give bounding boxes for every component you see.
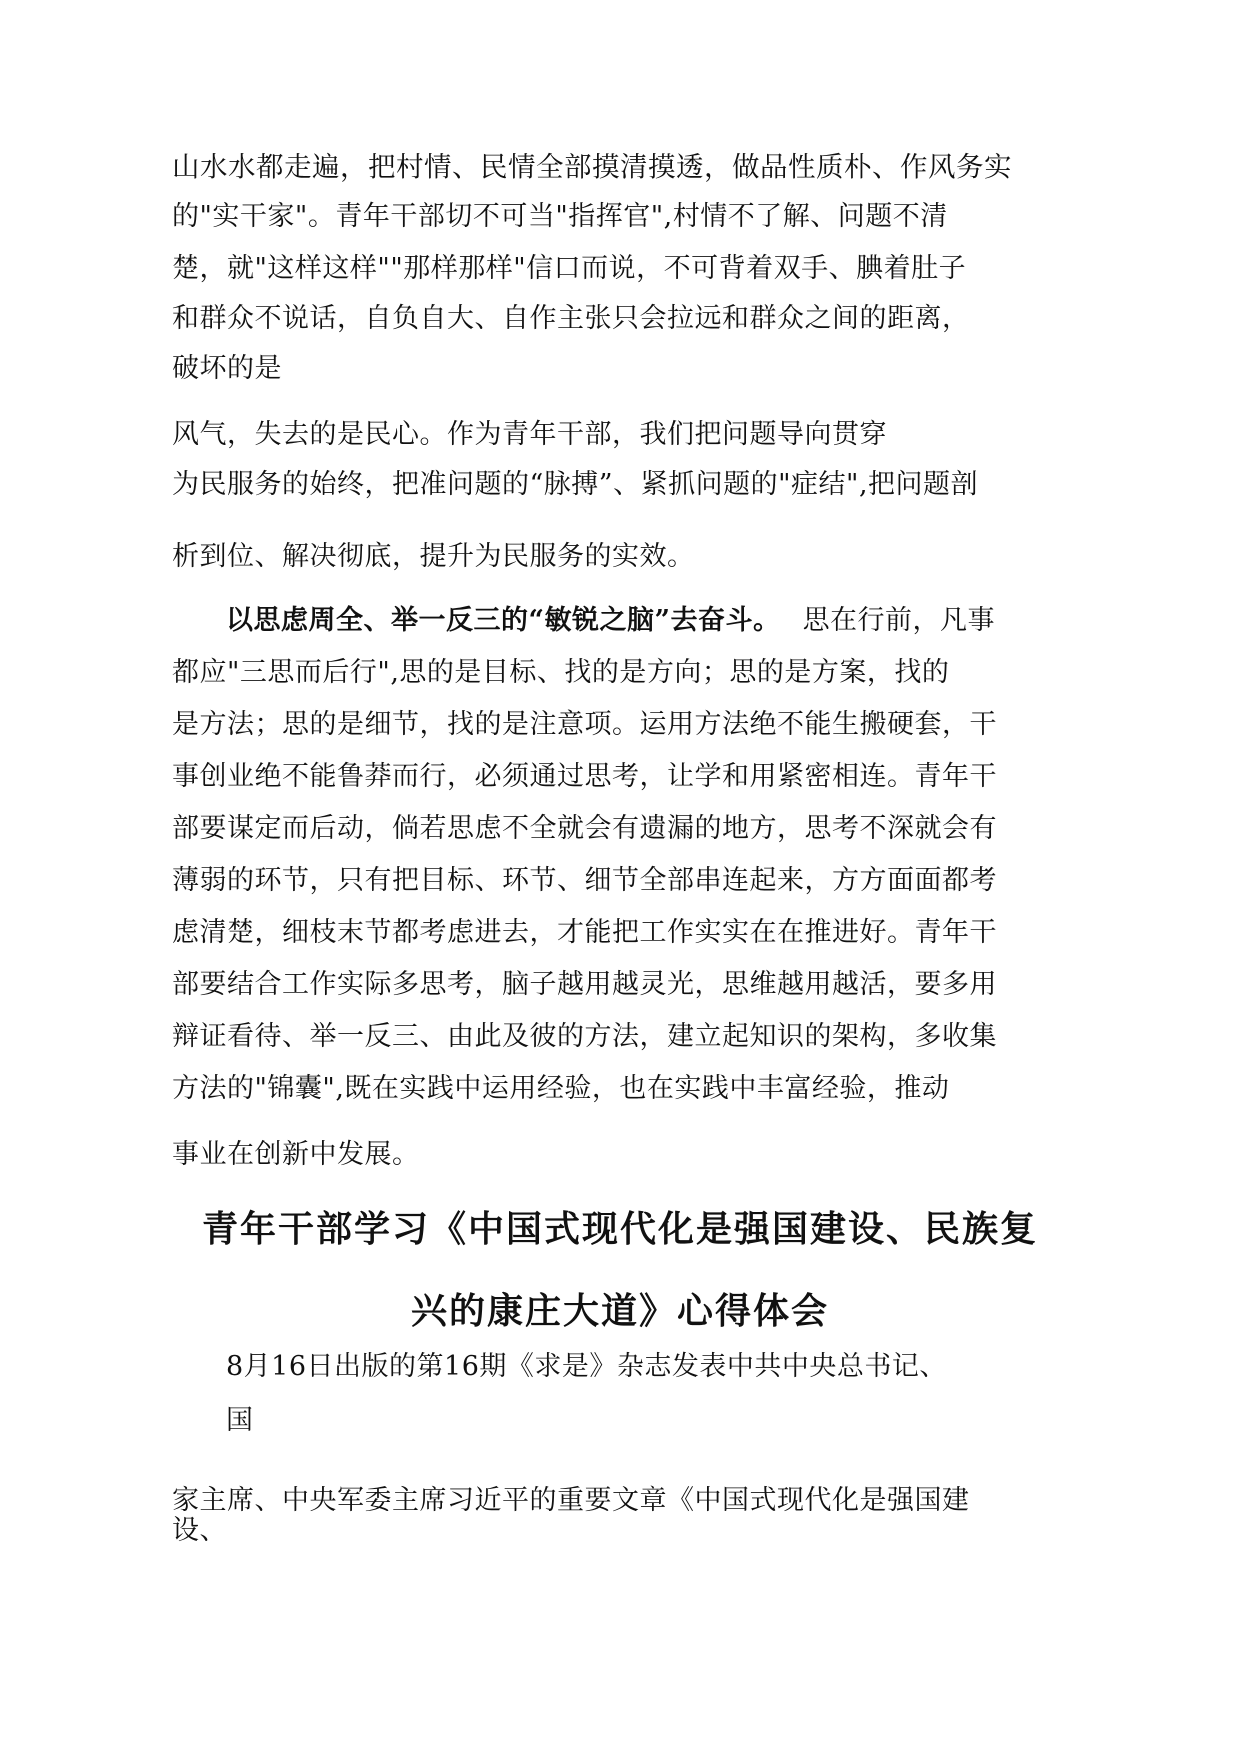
- paragraph-line: 国: [226, 1405, 254, 1436]
- article-title-line-2: 兴的康庄大道》心得体会: [410, 1291, 829, 1332]
- paragraph-line: 析到位、解决彻底，提升为民服务的实效。: [172, 541, 695, 572]
- paragraph-line: 破坏的是: [172, 353, 282, 384]
- paragraph-line: 虑清楚，细枝末节都考虑进去，才能把工作实实在在推进好。青年干: [172, 917, 997, 948]
- paragraph-line: 事业在创新中发展。: [172, 1139, 420, 1170]
- paragraph-line: 事创业绝不能鲁莽而行，必须通过思考，让学和用紧密相连。青年干: [172, 761, 997, 792]
- paragraph-line: 家主席、中央军委主席习近平的重要文章《中国式现代化是强国建: [172, 1485, 970, 1516]
- paragraph-line: 风气，失去的是民心。作为青年干部，我们把问题导向贯穿: [172, 419, 887, 450]
- bold-lead-sentence: 以思虑周全、举一反三的“敏锐之脑”去奋斗。: [226, 605, 781, 636]
- article-title-line-1: 青年干部学习《中国式现代化是强国建设、民族复: [201, 1209, 1038, 1250]
- paragraph-line: 为民服务的始终，把准问题的“脉搏”、紧抓问题的"症结",把问题剖: [172, 469, 979, 500]
- paragraph-line: 8月16日出版的第16期《求是》杂志发表中共中央总书记、: [226, 1351, 947, 1382]
- paragraph-line: 方法的"锦囊",既在实践中运用经验，也在实践中丰富经验，推动: [172, 1073, 950, 1104]
- paragraph-line: 都应"三思而后行",思的是目标、找的是方向；思的是方案，找的: [172, 657, 950, 688]
- paragraph-line: 是方法；思的是细节，找的是注意项。运用方法绝不能生搬硬套，干: [172, 709, 997, 740]
- paragraph-line: 和群众不说话，自负自大、自作主张只会拉远和群众之间的距离，: [172, 303, 970, 334]
- paragraph-line: 辩证看待、举一反三、由此及彼的方法，建立起知识的架构，多收集: [172, 1021, 997, 1052]
- lead-rest-text: 思在行前，凡事: [802, 605, 996, 636]
- paragraph-line: 部要谋定而后动，倘若思虑不全就会有遗漏的地方，思考不深就会有: [172, 813, 997, 844]
- paragraph-line: 的"实干家"。青年干部切不可当"指挥官",村情不了解、问题不清: [172, 201, 948, 232]
- paragraph-line: 山水水都走遍，把村情、民情全部摸清摸透，做品性质朴、作风务实: [172, 151, 1012, 183]
- paragraph-line: 设、: [172, 1515, 227, 1546]
- paragraph-lead-line: [226, 604, 995, 638]
- paragraph-line: 楚，就"这样这样""那样那样"信口而说，不可背着双手、腆着肚子: [172, 253, 967, 284]
- paragraph-line: 薄弱的环节，只有把目标、环节、细节全部串连起来，方方面面都考: [172, 865, 997, 896]
- paragraph-line: 部要结合工作实际多思考，脑子越用越灵光，思维越用越活，要多用: [172, 969, 997, 1000]
